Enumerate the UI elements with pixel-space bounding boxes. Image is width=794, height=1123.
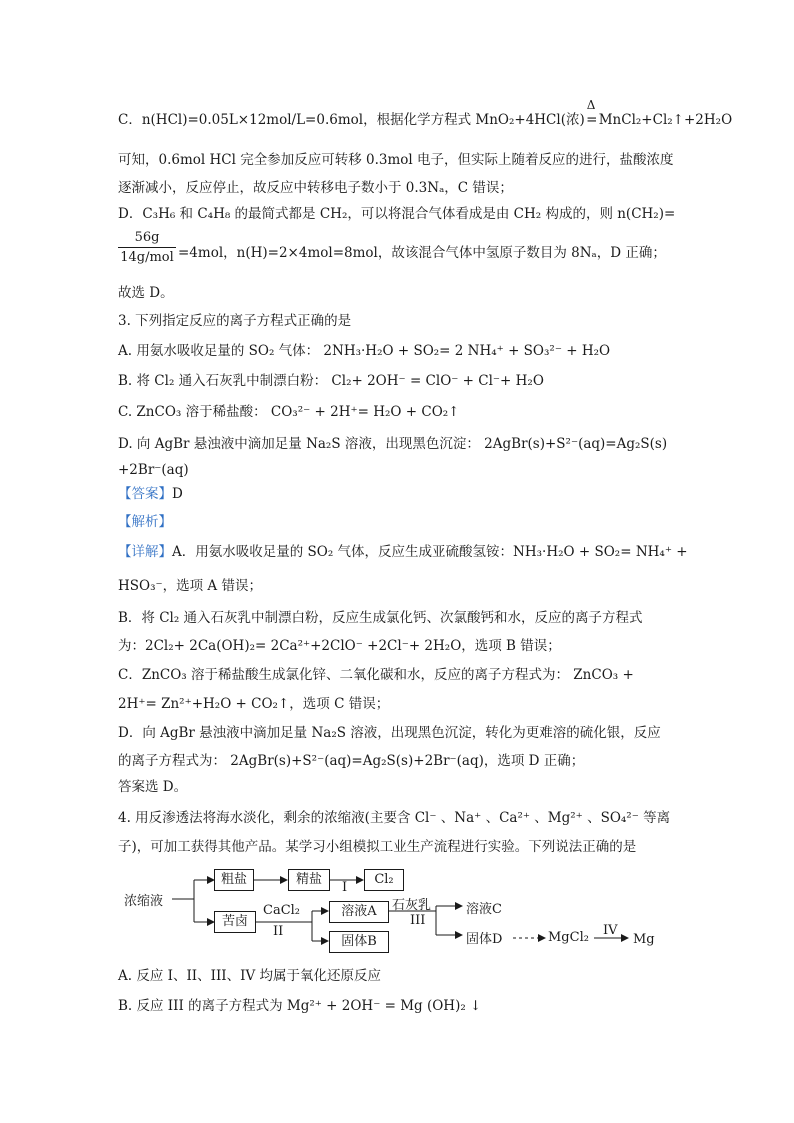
detail-d-line-2: 的离子方程式为： 2AgBr(s)+S²⁻(aq)=Ag₂S(s)+2Br⁻(aq)，选项 D 正确；	[118, 753, 585, 769]
step-2-label: II	[273, 924, 284, 939]
delta-symbol: Δ	[586, 98, 596, 112]
detail-a-text: A．用氨水吸收足量的 SO₂ 气体，反应生成亚硫酸氢铵：NH₃·H₂O + SO₂= NH₄⁺ +	[172, 544, 688, 560]
answer-tag: 【答案】	[118, 486, 172, 502]
c-line-2: 可知，0.6mol HCl 完全参加反应可转移 0.3mol 电子，但实际上随着反应的进行，盐酸浓度	[118, 152, 674, 168]
choose-d-1: 故选 D。	[118, 285, 174, 301]
chlorine-box: Cl₂	[364, 869, 404, 891]
question-4-line-1: 4. 用反渗透法将海水淡化，剩余的浓缩液(主要含 Cl⁻ 、Na⁺ 、Ca²⁺ 、Mg²⁺ 、SO₄²⁻ 等离	[118, 810, 671, 826]
mgcl2-label: MgCl₂	[548, 930, 589, 945]
detail-a-line-2: HSO₃⁻，选项 A 错误；	[118, 578, 262, 594]
solid-d-label: 固体D	[466, 932, 503, 947]
lime-milk-label: 石灰乳	[392, 898, 432, 913]
solution-a-box: 溶液A	[329, 901, 389, 923]
crude-salt-box: 粗盐	[214, 869, 254, 891]
q4-option-a: A. 反应 I、II、III、IV 均属于氧化还原反应	[118, 968, 381, 984]
q3-option-d-line-2: +2Br⁻(aq)	[118, 462, 189, 478]
detail-c-line-1: C．ZnCO₃ 溶于稀盐酸生成氯化锌、二氧化碳和水，反应的离子方程式为： ZnCO₃ +	[118, 667, 634, 683]
c-line-3: 逐渐减小，反应停止，故反应中转移电子数小于 0.3Nₐ，C 错误；	[118, 180, 513, 196]
analysis-tag: 【解析】	[118, 514, 172, 530]
solid-b-box: 固体B	[329, 931, 389, 953]
q3-option-b: B. 将 Cl₂ 通入石灰乳中制漂白粉： Cl₂+ 2OH⁻ = ClO⁻ + Cl⁻+ H₂O	[118, 373, 544, 389]
q4-option-b: B. 反应 III 的离子方程式为 Mg²⁺ + 2OH⁻ = Mg (OH)₂ ↓	[118, 998, 482, 1014]
step-1-label: I	[342, 880, 348, 895]
concentrate-label: 浓缩液	[124, 894, 164, 909]
solution-c-label: 溶液C	[466, 902, 502, 917]
q3-option-a: A. 用氨水吸收足量的 SO₂ 气体： 2NH₃·H₂O + SO₂= 2 NH₄⁺ + SO₃²⁻ + H₂O	[118, 343, 611, 359]
heating-equals: Δ =	[585, 110, 599, 130]
d-line-2: =4mol，n(H)=2×4mol=8mol，故该混合气体中氢原子数目为 8Nₐ，D 正确；	[178, 245, 666, 261]
detail-b-line-2: 为：2Cl₂+ 2Ca(OH)₂= 2Ca²⁺+2ClO⁻ +2Cl⁻+ 2H₂O，选项 B 错误；	[118, 638, 561, 654]
c-line-1-products: MnCl₂+Cl₂↑+2H₂O	[598, 112, 733, 128]
step-3-label: III	[410, 913, 426, 928]
detail-c-line-2: 2H⁺= Zn²⁺+H₂O + CO₂↑，选项 C 错误；	[118, 696, 390, 712]
cacl2-label: CaCl₂	[263, 903, 301, 918]
q3-option-d-line-1: D. 向 AgBr 悬浊液中滴加足量 Na₂S 溶液，出现黑色沉淀： 2AgBr(s)+S²⁻(aq)=Ag₂S(s)	[118, 436, 668, 452]
detail-d-line-1: D．向 AgBr 悬浊液中滴加足量 Na₂S 溶液，出现黑色沉淀，转化为更难溶的硫化银，反应	[118, 725, 661, 741]
fraction-numerator: 56g	[118, 230, 176, 248]
q3-option-c: C. ZnCO₃ 溶于稀盐酸： CO₃²⁻ + 2H⁺= H₂O + CO₂↑	[118, 404, 460, 420]
bittern-box: 苦卤	[214, 911, 256, 933]
d-line-1: D．C₃H₆ 和 C₄H₈ 的最简式都是 CH₂，可以将混合气体看成是由 CH₂ 构成的，则 n(CH₂)=	[118, 206, 676, 222]
fraction-denominator: 14g/mol	[120, 250, 174, 265]
c-line-1-text: C．n(HCl)=0.05L×12mol/L=0.6mol，根据化学方程式 MnO₂+4HCl(浓)	[118, 112, 585, 128]
answer-value: D	[172, 486, 183, 502]
step-4-label: IV	[603, 923, 618, 938]
question-4-line-2: 子)，可加工获得其他产品。某学习小组模拟工业生产流程进行实验。下列说法正确的是	[118, 839, 637, 855]
question-3-stem: 3. 下列指定反应的离子方程式正确的是	[118, 313, 352, 329]
refined-salt-box: 精盐	[288, 869, 330, 891]
magnesium-label: Mg	[633, 932, 655, 947]
choose-d-2: 答案选 D。	[118, 779, 188, 795]
detail-tag: 【详解】	[118, 544, 172, 560]
detail-b-line-1: B．将 Cl₂ 通入石灰乳中制漂白粉，反应生成氯化钙、次氯酸钙和水，反应的离子方程式	[118, 610, 643, 626]
